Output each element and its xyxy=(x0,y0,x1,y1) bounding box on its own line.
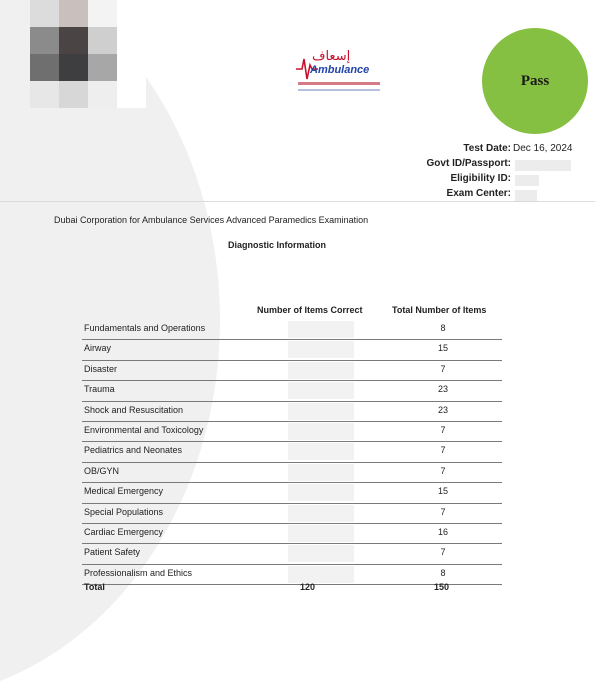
correct-redacted xyxy=(288,362,354,379)
exam-info xyxy=(295,143,595,203)
govt-id-row xyxy=(295,158,595,173)
logo-subtitle-english xyxy=(298,89,380,91)
eligibility-row xyxy=(295,173,595,188)
correct-redacted xyxy=(288,505,354,522)
section-title: Diagnostic Information xyxy=(228,240,327,250)
correct-redacted xyxy=(288,545,354,562)
total-items: 7 xyxy=(440,465,446,476)
table-row xyxy=(82,504,502,524)
diagnostic-table xyxy=(82,320,502,585)
eligibility-label: Eligibility ID: xyxy=(450,173,511,184)
column-header-correct: Number of Items Correct xyxy=(257,305,363,315)
table-row xyxy=(82,442,502,462)
organization-title: Dubai Corporation for Ambulance Services Advanced Paramedics Examination xyxy=(54,215,369,225)
test-date-row xyxy=(295,143,595,158)
category-name: OB/GYN xyxy=(84,465,120,476)
table-row xyxy=(82,524,502,544)
table-row xyxy=(82,361,502,381)
category-name: Pediatrics and Neonates xyxy=(84,445,183,456)
total-items: 16 xyxy=(437,526,448,537)
total-correct: 120 xyxy=(300,582,316,592)
correct-redacted xyxy=(288,566,354,583)
category-name: Airway xyxy=(84,343,112,354)
govt-id-label: Govt ID/Passport: xyxy=(426,158,511,169)
correct-redacted xyxy=(288,321,354,338)
category-name: Patient Safety xyxy=(84,547,141,558)
correct-redacted xyxy=(288,484,354,501)
category-name: Medical Emergency xyxy=(84,486,164,497)
total-items: 8 xyxy=(440,323,446,333)
ambulance-logo xyxy=(296,49,382,101)
category-name: Environmental and Toxicology xyxy=(84,424,204,435)
logo-arabic-text: إسعاف xyxy=(312,49,351,64)
candidate-photo xyxy=(30,0,146,108)
exam-center-redacted xyxy=(515,190,537,201)
test-date-label: Test Date: xyxy=(463,143,511,154)
table-row xyxy=(82,402,502,422)
correct-redacted xyxy=(288,464,354,481)
table-row xyxy=(82,463,502,483)
total-items: 7 xyxy=(440,547,446,558)
pass-badge xyxy=(482,28,588,134)
table-row xyxy=(82,340,502,360)
correct-redacted xyxy=(288,341,354,358)
table-row xyxy=(82,320,502,340)
correct-redacted xyxy=(288,403,354,420)
total-items: 15 xyxy=(437,343,448,354)
header-divider xyxy=(0,201,595,202)
table-row xyxy=(82,544,502,564)
total-items: 7 xyxy=(440,445,446,456)
total-items: 7 xyxy=(440,363,446,374)
category-name: Fundamentals and Operations xyxy=(84,323,206,333)
total-items: 7 xyxy=(440,424,446,435)
total-items: 7 xyxy=(440,506,446,517)
correct-redacted xyxy=(288,443,354,460)
correct-redacted xyxy=(288,382,354,399)
eligibility-redacted xyxy=(515,175,539,186)
total-items: 23 xyxy=(437,404,448,415)
correct-redacted xyxy=(288,525,354,542)
table-row xyxy=(82,422,502,442)
test-date-value: Dec 16, 2024 xyxy=(513,143,573,154)
total-label: Total xyxy=(84,582,105,592)
table-row xyxy=(82,483,502,503)
total-items-sum: 150 xyxy=(434,582,450,592)
correct-redacted xyxy=(288,423,354,440)
category-name: Shock and Resuscitation xyxy=(84,404,184,415)
result-label: Pass xyxy=(520,72,550,89)
exam-center-label: Exam Center: xyxy=(446,188,511,199)
category-name: Professionalism and Ethics xyxy=(84,567,193,578)
column-header-total: Total Number of Items xyxy=(392,305,487,315)
total-items: 8 xyxy=(440,567,446,578)
category-name: Disaster xyxy=(84,363,118,374)
govt-id-redacted xyxy=(515,160,571,171)
total-items: 15 xyxy=(437,486,448,497)
table-row xyxy=(82,381,502,401)
logo-english-text: Ambulance xyxy=(310,64,370,76)
category-name: Cardiac Emergency xyxy=(84,526,164,537)
category-name: Trauma xyxy=(84,384,115,395)
total-items: 23 xyxy=(437,384,448,395)
category-name: Special Populations xyxy=(84,506,164,517)
logo-subtitle-arabic xyxy=(298,82,380,85)
